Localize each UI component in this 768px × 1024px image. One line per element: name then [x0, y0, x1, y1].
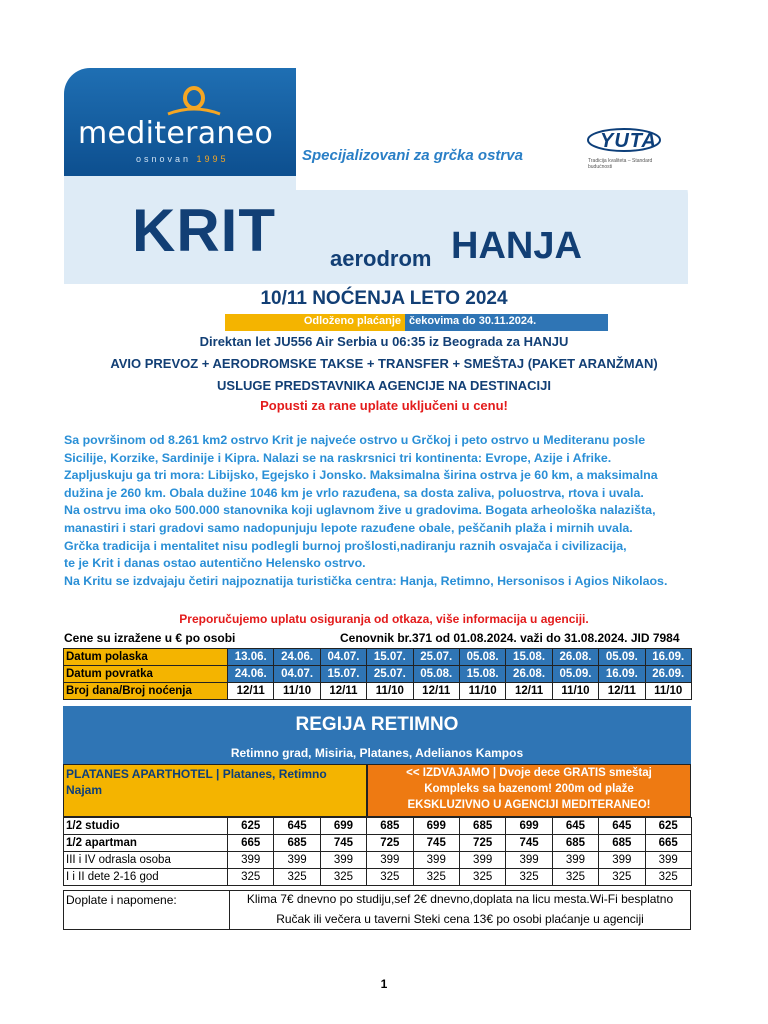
price-cell: 399 — [320, 852, 366, 869]
date-cell: 05.09. — [552, 666, 598, 683]
duration-cell: 11/10 — [367, 683, 413, 700]
price-cell: 725 — [367, 835, 413, 852]
row-label: 1/2 apartman — [64, 835, 228, 852]
row-label: I i II dete 2-16 god — [64, 869, 228, 886]
date-cell: 25.07. — [413, 649, 459, 666]
notes-line: Ručak ili večera u taverni Steki cena 13€ po osobi plaćanje u agenciji — [276, 912, 644, 926]
price-cell: 325 — [599, 869, 645, 886]
table-row — [64, 818, 692, 835]
price-table — [63, 817, 692, 886]
row-label: Datum polaska — [64, 649, 228, 666]
date-cell: 05.09. — [599, 649, 645, 666]
payment-right: čekovima do 30.11.2024. — [409, 315, 537, 327]
duration-cell: 12/11 — [228, 683, 274, 700]
price-cell: 325 — [459, 869, 505, 886]
price-cell: 399 — [599, 852, 645, 869]
description-line: Na Kritu se izdvajaju četiri najpoznatija turistička centra: Hanja, Retimno, Hersonisos i Agios Nikolaos. — [64, 573, 668, 588]
price-cell: 399 — [552, 852, 598, 869]
date-cell: 15.07. — [367, 649, 413, 666]
price-cell: 685 — [367, 818, 413, 835]
description-line: Zapljuskuju ga tri mora: Libijsko, Egejsko i Jonsko. Maksimalna širina ostrva je 60 km, a maksimalna — [64, 468, 658, 483]
region-places: Retimno grad, Misiria, Platanes, Adelianos Kampos — [230, 746, 524, 760]
date-cell: 24.06. — [274, 649, 320, 666]
brand-since — [136, 154, 229, 164]
price-cell: 399 — [459, 852, 505, 869]
date-cell: 25.07. — [367, 666, 413, 683]
page-number: 1 — [380, 977, 388, 991]
price-cell: 625 — [645, 818, 691, 835]
row-label: Datum povratka — [64, 666, 228, 683]
yuta-wordmark: YUTA — [600, 130, 657, 152]
description-line: Sicilije, Korzike, Sardinije i Kipra. Nalazi se na raskrsnici tri kontinenta: Evrope, Azije i Afrike. — [64, 450, 612, 465]
price-cell: 399 — [645, 852, 691, 869]
price-cell: 399 — [228, 852, 274, 869]
row-label: Broj dana/Broj noćenja — [64, 683, 228, 700]
region-header — [63, 706, 691, 764]
description-line: Grčka tradicija i mentalitet nisu podlegli burnoj prošlosti,nadiranju raznih osvajača i civilizacija, — [64, 538, 627, 553]
island-description — [64, 432, 704, 590]
duration-cell: 11/10 — [459, 683, 505, 700]
date-cell: 16.09. — [599, 666, 645, 683]
price-cell: 325 — [552, 869, 598, 886]
prices-note: Cene su izražene u € po osobi — [64, 631, 236, 645]
payment-left: Odloženo plaćanje — [303, 315, 401, 327]
price-cell: 645 — [552, 818, 598, 835]
flight-info: Direktan let JU556 Air Serbia u 06:35 iz Beograda za HANJU — [199, 334, 569, 349]
notes-line: Klima 7€ dnevno po studiju,sef 2€ dnevno,doplata na licu mesta.Wi-Fi besplatno — [246, 892, 674, 906]
nights-heading: 10/11 NOĆENJA LETO 2024 — [260, 288, 508, 309]
price-cell: 685 — [459, 818, 505, 835]
mediteraneo-logo — [64, 68, 296, 176]
price-cell: 325 — [506, 869, 552, 886]
price-cell: 399 — [367, 852, 413, 869]
price-cell: 699 — [320, 818, 366, 835]
date-cell: 15.08. — [459, 666, 505, 683]
offer-line: Kompleks sa bazenom! 200m od plaže — [424, 783, 634, 795]
payment-label-bar — [225, 314, 405, 331]
description-line: Sa površinom od 8.261 km2 ostrvo Krit je najveće ostrvo u Grčkoj i peto ostrvo u Mediteranu posle — [64, 433, 646, 447]
duration-cell: 12/11 — [413, 683, 459, 700]
price-cell: 325 — [367, 869, 413, 886]
price-cell: 325 — [320, 869, 366, 886]
price-cell: 399 — [274, 852, 320, 869]
since-year: 1995 — [196, 154, 229, 164]
date-cell: 13.06. — [228, 649, 274, 666]
notes-label: Doplate i napomene: — [66, 893, 177, 907]
date-cell: 26.08. — [552, 649, 598, 666]
duration-cell: 11/10 — [552, 683, 598, 700]
price-cell: 399 — [506, 852, 552, 869]
package-info: AVIO PREVOZ + AERODROMSKE TAKSE + TRANSFER + SMEŠTAJ (PAKET ARANŽMAN) — [110, 356, 658, 371]
price-cell: 665 — [228, 835, 274, 852]
insurance-note: Preporučujemo uplatu osiguranja od otkaza, više informacija u agenciji. — [179, 612, 589, 626]
price-cell: 699 — [506, 818, 552, 835]
description-line: Na ostrvu ima oko 500.000 stanovnika koji uglavnom žive u gradovima. Bogata arheološka nalazišta, — [64, 503, 656, 518]
offer-line: << IZDVAJAMO | Dvoje dece GRATIS smeštaj — [406, 767, 652, 779]
airport-prefix: aerodrom — [330, 246, 432, 271]
price-cell: 399 — [413, 852, 459, 869]
table-row — [64, 869, 692, 886]
notes-row — [63, 890, 691, 930]
date-cell: 05.08. — [413, 666, 459, 683]
tagline: Specijalizovani za grčka ostrva — [302, 147, 523, 164]
date-cell: 15.08. — [506, 649, 552, 666]
price-cell: 699 — [413, 818, 459, 835]
price-cell: 325 — [645, 869, 691, 886]
description-line: te je Krit i danas ostao autentično Helensko ostrvo. — [64, 556, 366, 571]
price-cell: 685 — [274, 835, 320, 852]
services-info: USLUGE PREDSTAVNIKA AGENCIJE NA DESTINACIJI — [217, 378, 551, 393]
date-cell: 16.09. — [645, 649, 691, 666]
row-label: III i IV odrasla osoba — [64, 852, 228, 869]
date-cell: 05.08. — [459, 649, 505, 666]
duration-cell: 12/11 — [599, 683, 645, 700]
table-row — [64, 852, 692, 869]
duration-cell: 12/11 — [506, 683, 552, 700]
price-cell: 745 — [506, 835, 552, 852]
date-cell: 24.06. — [228, 666, 274, 683]
date-cell: 26.08. — [506, 666, 552, 683]
description-line: manastiri i stari gradovi samo nadopunjuju lepote razuđene obale, peščanih plaža i mirnih uvala. — [64, 520, 633, 535]
price-cell: 685 — [552, 835, 598, 852]
table-row — [64, 835, 692, 852]
table-row — [64, 666, 692, 683]
price-cell: 745 — [320, 835, 366, 852]
duration-cell: 12/11 — [320, 683, 366, 700]
region-name: REGIJA RETIMNO — [295, 714, 459, 735]
price-cell: 645 — [599, 818, 645, 835]
offer-line: EKSKLUZIVNO U AGENCIJI MEDITERANEO! — [407, 799, 651, 811]
discount-note: Popusti za rane uplate uključeni u cenu! — [260, 398, 508, 413]
price-cell: 325 — [274, 869, 320, 886]
duration-cell: 11/10 — [645, 683, 691, 700]
price-cell: 325 — [413, 869, 459, 886]
table-row — [64, 649, 692, 666]
price-cell: 625 — [228, 818, 274, 835]
since-prefix: osnovan — [136, 154, 197, 164]
hotel-type: Najam — [66, 783, 103, 797]
yuta-logo — [590, 128, 660, 168]
dates-table — [63, 648, 692, 700]
date-cell: 15.07. — [320, 666, 366, 683]
date-cell: 26.09. — [645, 666, 691, 683]
payment-info-bar — [405, 314, 608, 331]
duration-cell: 11/10 — [274, 683, 320, 700]
price-cell: 745 — [413, 835, 459, 852]
price-cell: 645 — [274, 818, 320, 835]
row-label: 1/2 studio — [64, 818, 228, 835]
hotel-name: PLATANES APARTHOTEL | Platanes, Retimno — [66, 767, 327, 781]
price-cell: 665 — [645, 835, 691, 852]
destination-title: KRIT — [132, 197, 276, 264]
date-cell: 04.07. — [320, 649, 366, 666]
brand-name: mediteraneo — [78, 116, 274, 151]
description-line: dužina je 260 km. Obala dužine 1046 km je vrlo razuđena, sa dosta zaliva, poluostrva, rtova i uvala. — [64, 485, 644, 500]
airport-name: HANJA — [451, 225, 582, 267]
yuta-tagline: Tradicija kvaliteta – Standard budućnosti — [588, 158, 653, 170]
hotel-cell — [63, 764, 367, 817]
date-cell: 04.07. — [274, 666, 320, 683]
table-row — [64, 683, 692, 700]
price-cell: 725 — [459, 835, 505, 852]
price-cell: 685 — [599, 835, 645, 852]
price-cell: 325 — [228, 869, 274, 886]
offer-cell — [367, 764, 691, 817]
pricelist-info: Cenovnik br.371 od 01.08.2024. važi do 31.08.2024. JID 7984 — [340, 631, 680, 645]
